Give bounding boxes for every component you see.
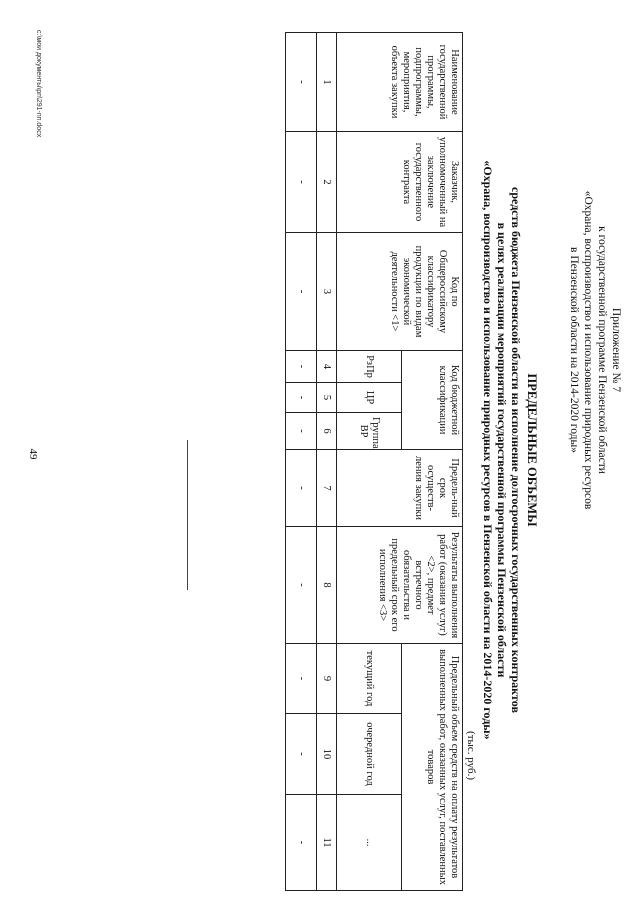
- appendix-program-name: «Охрана, воспроизводство и использование природных ресурсов: [582, 190, 594, 510]
- table-row: [286, 33, 317, 891]
- limits-table: [285, 32, 463, 891]
- appendix-ref-program: к государственной программе Пензенской области: [596, 226, 608, 474]
- table-cell: -: [286, 644, 317, 714]
- column-number: 2: [317, 132, 337, 233]
- appendix-header: [567, 110, 623, 590]
- appendix-program-years: в Пензенской области на 2014-2020 годы»: [568, 247, 580, 453]
- heading-line-2: в целях реализации мероприятий государственной программы Пензенской области: [495, 222, 509, 678]
- heading-line-1: средств бюджета Пензенской области на исполнение долгосрочных государственных контрактов: [509, 187, 523, 713]
- table-cell: -: [286, 351, 317, 383]
- appendix-number: Приложение № 7: [610, 307, 622, 393]
- header-vr: Группа ВР: [337, 413, 402, 450]
- header-current-year: текущий год: [337, 644, 402, 714]
- header-budget-code: Код бюджетной классификации: [402, 351, 463, 450]
- header-limit-volume: Предельный объем средств на оплату результатов выполненных работ, оказанных услуг, поставленных товаров: [402, 644, 463, 891]
- header-ellipsis: ...: [337, 795, 402, 891]
- table-cell: -: [286, 132, 317, 233]
- table-cell: -: [286, 33, 317, 132]
- header-rzpr: РзПр: [337, 351, 402, 383]
- column-number: 9: [317, 644, 337, 714]
- column-number: 4: [317, 351, 337, 383]
- header-customer: Заказчик, уполномоченный на заключение государственного контракта: [337, 132, 463, 233]
- heading-line-3: «Охрана, воспроизводство и использование природных ресурсов в Пензенской области на 2014-2020 годы»: [481, 160, 495, 740]
- table-cell: -: [286, 527, 317, 644]
- table-cell: -: [286, 383, 317, 413]
- table-cell: -: [286, 233, 317, 351]
- document-heading: [481, 160, 539, 740]
- header-deadline: Предель-ный срок осуществ-ления закупки: [337, 450, 463, 527]
- page-number: 49: [27, 448, 39, 460]
- header-cr: ЦР: [337, 383, 402, 413]
- document-title: ПРЕДЕЛЬНЫЕ ОБЪЕМЫ: [525, 373, 539, 527]
- header-row-1: [402, 33, 463, 891]
- header-results: Результаты выполнения работ (оказания услуг) <2>, предмет встречного обязательства и предельный срок его исполнения <3>: [337, 527, 463, 644]
- table-cell: -: [286, 450, 317, 527]
- unit-label: (тыс. руб.): [465, 731, 477, 780]
- column-number-row: [317, 33, 337, 891]
- column-number: 3: [317, 233, 337, 351]
- header-okved-code: Код по Общероссийскому классификатору продукции по видам экономической деятельности <1>: [337, 233, 463, 351]
- table-cell: -: [286, 795, 317, 891]
- table-cell: -: [286, 413, 317, 450]
- column-number: 8: [317, 527, 337, 644]
- signature-divider-line: [187, 440, 188, 590]
- table-cell: -: [286, 714, 317, 795]
- column-number: 7: [317, 450, 337, 527]
- column-number: 11: [317, 795, 337, 891]
- column-number: 1: [317, 33, 337, 132]
- header-program-name: Наименование государственной программы, подпрограммы, мероприятия, объекта закупки: [337, 33, 463, 132]
- column-number: 10: [317, 714, 337, 795]
- header-next-year: очередной год: [337, 714, 402, 795]
- file-path: c:\мои документы\рп\291-пп.docx: [35, 30, 42, 138]
- column-number: 6: [317, 413, 337, 450]
- column-number: 5: [317, 383, 337, 413]
